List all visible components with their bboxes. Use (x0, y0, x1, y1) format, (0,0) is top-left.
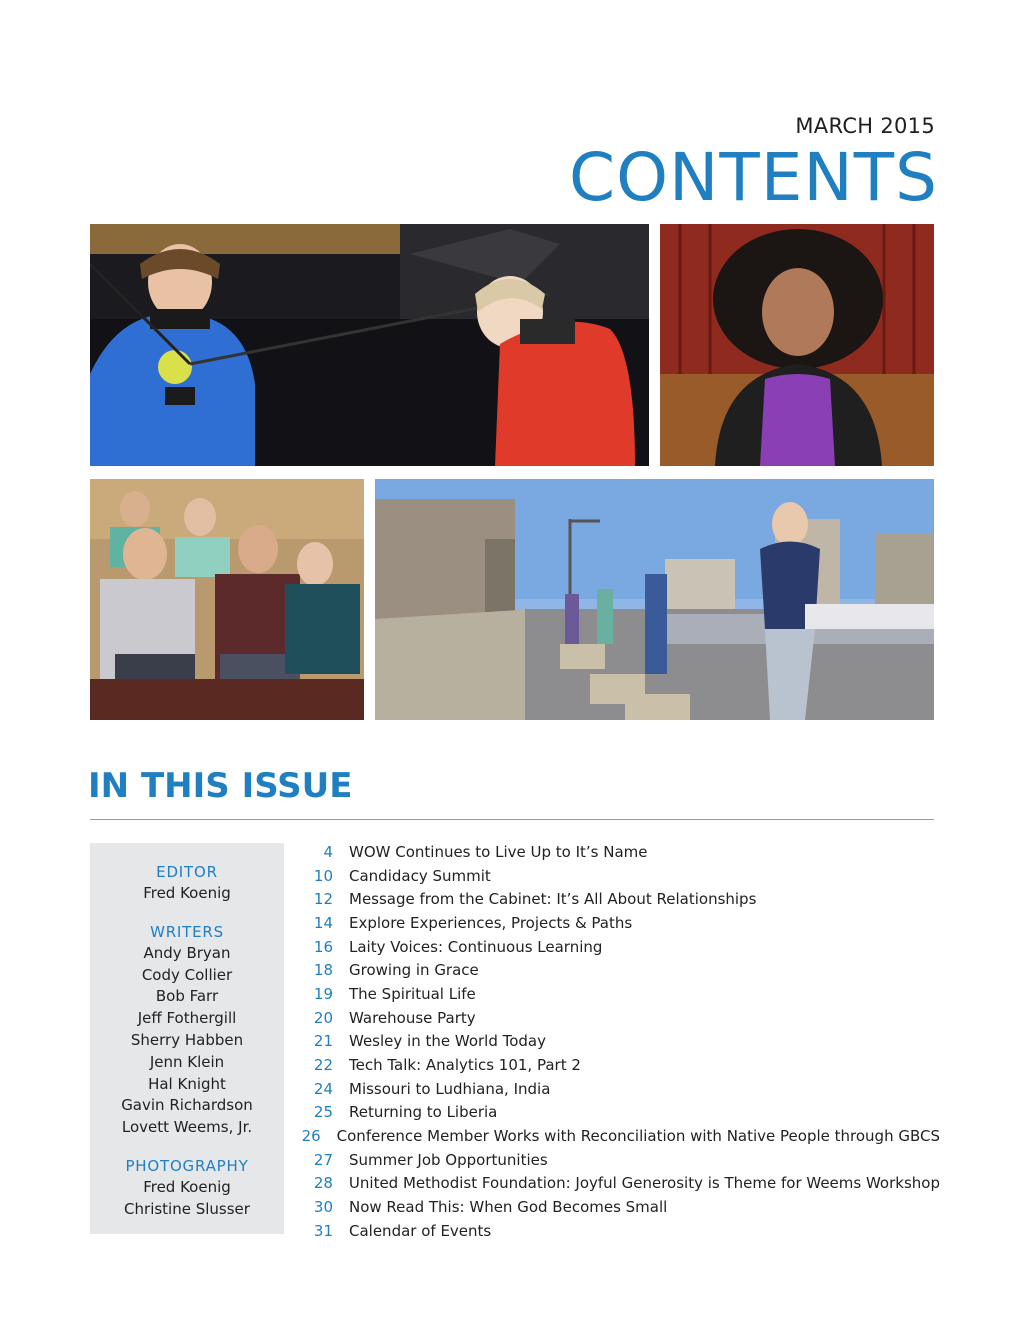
toc-article-title: Now Read This: When God Becomes Small (349, 1198, 668, 1217)
toc-article-title: WOW Continues to Live Up to It’s Name (349, 842, 648, 861)
photo-girls-outdoors (375, 479, 934, 720)
toc-page-number: 10 (313, 866, 333, 885)
toc-entry[interactable] (300, 1172, 940, 1196)
toc-list (300, 840, 940, 1243)
toc-article-title: The Spiritual Life (349, 984, 476, 1003)
toc-article-title: Returning to Liberia (349, 1103, 498, 1122)
toc-entry[interactable] (300, 1101, 940, 1125)
staff-name: Jenn Klein (149, 1052, 225, 1071)
toc-article-title: Calendar of Events (349, 1221, 492, 1240)
toc-article-title: United Methodist Foundation: Joyful Generosity is Theme for Weems Workshop (348, 1174, 940, 1193)
issue-date: MARCH 2015 (795, 114, 935, 138)
staff-name: Andy Bryan (143, 943, 231, 962)
toc-article-title: Laity Voices: Continuous Learning (349, 937, 603, 956)
toc-page-number: 16 (313, 937, 333, 956)
toc-article-title: Warehouse Party (349, 1008, 476, 1027)
toc-page-number: 25 (313, 1103, 333, 1122)
toc-page-number: 31 (313, 1221, 333, 1240)
toc-article-title: Explore Experiences, Projects & Paths (349, 913, 633, 932)
toc-article-title: Growing in Grace (349, 961, 479, 980)
toc-article-title: Tech Talk: Analytics 101, Part 2 (349, 1056, 581, 1075)
photo-seated-audience (90, 479, 364, 720)
toc-entry[interactable] (300, 1195, 940, 1219)
staff-credits (90, 843, 284, 1234)
page-title: CONTENTS (568, 139, 938, 216)
toc-article-title: Missouri to Ludhiana, India (349, 1079, 551, 1098)
staff-name: Fred Koenig (143, 884, 231, 902)
toc-entry[interactable] (300, 1219, 940, 1243)
toc-article-title: Message from the Cabinet: It’s All About Relationships (349, 890, 757, 909)
toc-page-number: 22 (313, 1056, 333, 1075)
toc-entry[interactable] (300, 1077, 940, 1101)
toc-page-number: 12 (313, 890, 333, 909)
photo-boys-ball-game (90, 224, 649, 466)
staff-heading: EDITOR (156, 863, 218, 881)
section-title: IN THIS ISSUE (88, 766, 353, 806)
toc-page-number: 24 (313, 1079, 333, 1098)
staff-name: Fred Koenig (143, 1177, 231, 1196)
toc-page-number: 21 (313, 1032, 333, 1051)
toc-page-number: 20 (313, 1008, 333, 1027)
toc-page-number: 19 (313, 984, 333, 1003)
staff-name: Jeff Fothergill (137, 1009, 237, 1028)
toc-entry[interactable] (300, 958, 940, 982)
toc-entry[interactable] (300, 864, 940, 888)
toc-article-title: Wesley in the World Today (349, 1032, 546, 1051)
staff-name: Sherry Habben (130, 1030, 244, 1049)
staff-name: Hal Knight (148, 1074, 226, 1093)
staff-heading: WRITERS (150, 922, 224, 941)
toc-page-number: 4 (323, 842, 333, 861)
toc-entry[interactable] (300, 1148, 940, 1172)
staff-name: Bob Farr (155, 987, 219, 1006)
toc-page-number: 27 (313, 1150, 333, 1169)
toc-article-title: Conference Member Works with Reconciliation with Native People through GBCS (336, 1127, 940, 1146)
section-divider (90, 819, 934, 820)
toc-entry[interactable] (300, 1124, 940, 1148)
toc-entry[interactable] (300, 1053, 940, 1077)
toc-entry[interactable] (300, 1006, 940, 1030)
toc-entry[interactable] (300, 840, 940, 864)
toc-page-number: 28 (313, 1174, 333, 1193)
toc-page-number: 26 (301, 1127, 321, 1146)
toc-article-title: Summer Job Opportunities (349, 1150, 548, 1169)
staff-heading: PHOTOGRAPHY (125, 1156, 249, 1175)
toc-entry[interactable] (300, 1030, 940, 1054)
staff-group-editor (90, 861, 284, 905)
toc-article-title: Candidacy Summit (349, 866, 491, 885)
staff-name: Gavin Richardson (121, 1096, 253, 1115)
toc-entry[interactable] (300, 935, 940, 959)
toc-entry[interactable] (300, 887, 940, 911)
toc-page-number: 18 (313, 961, 333, 980)
toc-entry[interactable] (300, 982, 940, 1006)
toc-page-number: 30 (313, 1198, 333, 1217)
staff-name: Christine Slusser (124, 1199, 250, 1218)
photo-woman-portrait (660, 224, 934, 466)
staff-name: Cody Collier (141, 965, 233, 984)
staff-group-writers (90, 921, 284, 1139)
staff-group-photography (90, 1155, 284, 1221)
toc-entry[interactable] (300, 911, 940, 935)
toc-page-number: 14 (313, 913, 333, 932)
staff-name: Lovett Weems, Jr. (121, 1118, 253, 1137)
